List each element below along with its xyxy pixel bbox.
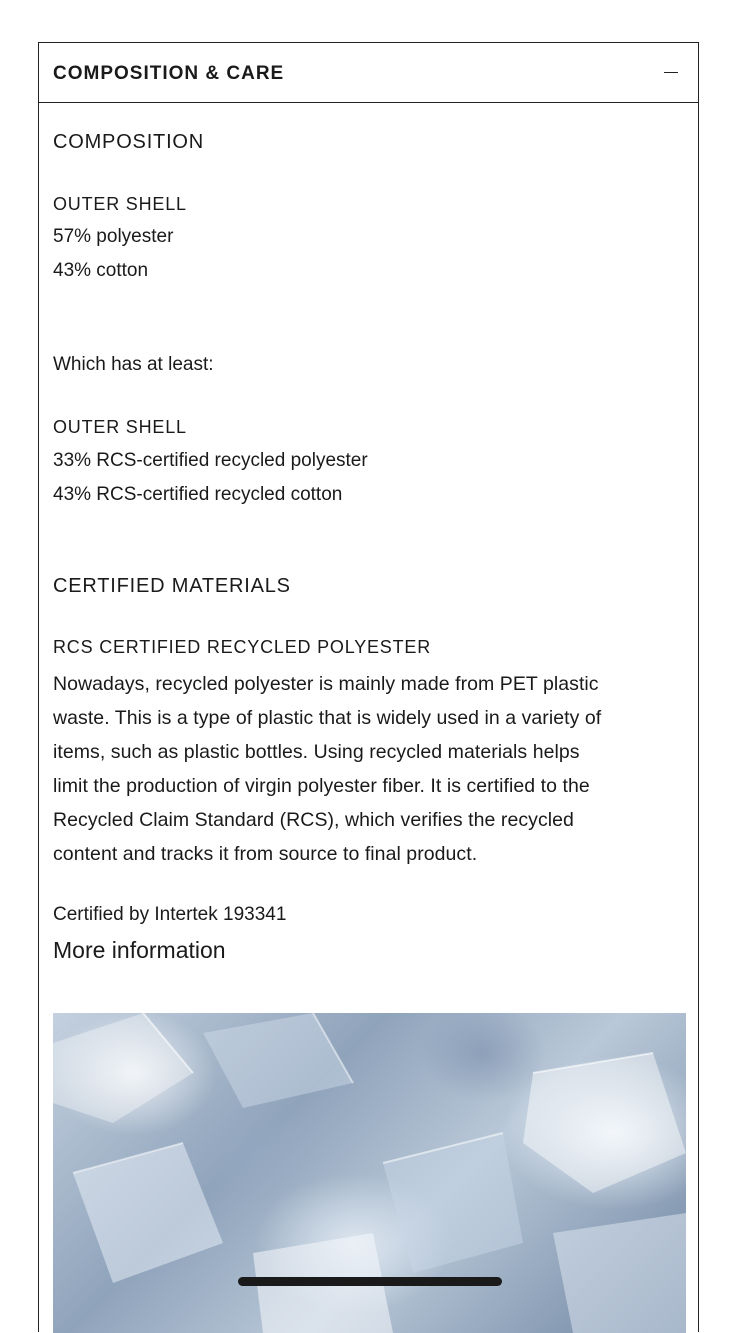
description-line: content and tracks it from source to final product. [53, 843, 478, 865]
recycled-material-line: 33% RCS-certified recycled polyester [53, 450, 368, 471]
rcs-polyester-description [53, 667, 683, 871]
description-line: items, such as plastic bottles. Using recycled materials helps [53, 741, 580, 763]
material-line: 57% polyester [53, 226, 174, 247]
minus-icon[interactable] [664, 72, 678, 73]
rcs-polyester-heading: RCS CERTIFIED RECYCLED POLYESTER [53, 637, 432, 657]
accordion-title: COMPOSITION & CARE [53, 63, 285, 84]
accordion-header[interactable] [39, 43, 698, 103]
composition-heading: COMPOSITION [53, 131, 205, 153]
more-information-link[interactable]: More information [53, 937, 226, 963]
description-line: Nowadays, recycled polyester is mainly made from PET plastic [53, 673, 599, 695]
recycled-intro: Which has at least: [53, 354, 214, 375]
certified-materials-heading: CERTIFIED MATERIALS [53, 575, 291, 597]
certifier-text: Certified by Intertek 193341 [53, 904, 287, 925]
outer-shell-label: OUTER SHELL [53, 194, 187, 214]
description-line: waste. This is a type of plastic that is widely used in a variety of [53, 707, 602, 729]
home-indicator[interactable] [238, 1277, 502, 1286]
composition-care-panel [38, 42, 699, 1332]
description-line: limit the production of virgin polyester fiber. It is certified to the [53, 775, 590, 797]
material-line: 43% cotton [53, 260, 149, 281]
description-line: Recycled Claim Standard (RCS), which verifies the recycled [53, 809, 574, 831]
recycled-material-line: 43% RCS-certified recycled cotton [53, 484, 343, 505]
recycled-outer-shell-label: OUTER SHELL [53, 417, 187, 437]
